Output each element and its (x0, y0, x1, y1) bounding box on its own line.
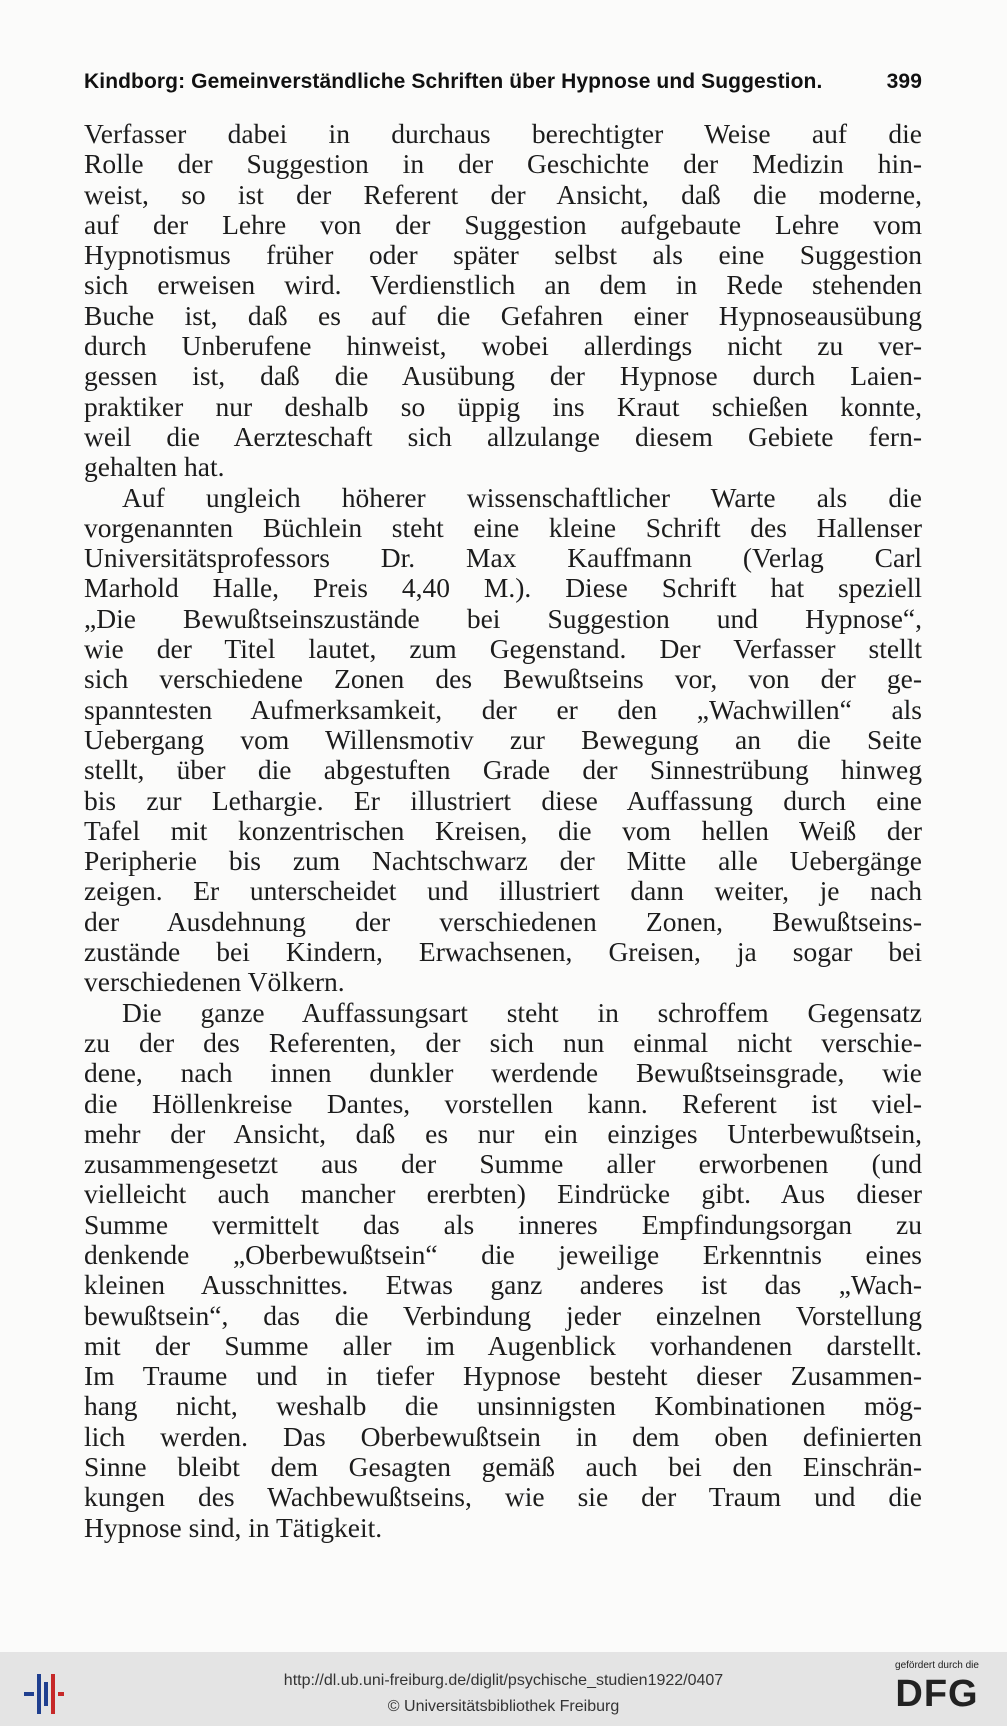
text-line: Rolle der Suggestion in der Geschichte der Medizin hin- (84, 148, 922, 180)
text-line: gessen ist, daß die Ausübung der Hypnose durch Laien- (84, 360, 922, 392)
text-line: kungen des Wachbewußtseins, wie sie der Traum und die (84, 1481, 922, 1513)
text-line: Hypnose sind, in Tätigkeit. (84, 1511, 383, 1543)
text-line: der Ausdehnung der verschiedenen Zonen, Bewußtseins- (84, 905, 922, 937)
text-line: denkende „Oberbewußtsein“ die jeweilige Erkenntnis eines (84, 1238, 922, 1270)
text-line: stellt, über die abgestuften Grade der Sinnestrübung hinweg (84, 754, 922, 786)
viewer-footer (0, 1652, 1007, 1726)
text-line: zustände bei Kindern, Erwachsenen, Greisen, ja sogar bei (84, 936, 922, 968)
text-line: praktiker nur deshalb so üppig ins Kraut schießen konnte, (84, 390, 922, 422)
text-line: Tafel mit konzentrischen Kreisen, die vom hellen Weiß der (84, 814, 922, 846)
text-line: mit der Summe aller im Augenblick vorhandenen darstellt. (84, 1329, 922, 1361)
text-line: vorgenannten Büchlein steht eine kleine Schrift des Hallenser (84, 511, 922, 543)
text-line: weil die Aerzteschaft sich allzulange diesem Gebiete fern- (84, 420, 922, 452)
text-line: „Die Bewußtseinszustände bei Suggestion und Hypnose“, (84, 602, 922, 634)
text-line: lich werden. Das Oberbewußtsein in dem oben definierten (84, 1420, 922, 1452)
text-line: Buche ist, daß es auf die Gefahren einer Hypnoseausübung (84, 299, 922, 331)
text-line: sich erweisen wird. Verdienstlich an dem in Rede stehenden (84, 269, 922, 301)
text-line: Universitätsprofessors Dr. Max Kauffmann (Verlag Carl (84, 542, 922, 574)
dfg-logo (881, 1660, 993, 1720)
text-line: die Höllenkreise Dantes, vorstellen kann. Referent ist viel- (84, 1087, 922, 1119)
text-line: Marhold Halle, Preis 4,40 M.). Diese Schrift hat speziell (84, 572, 922, 604)
text-line: zu der des Referenten, der sich nun einmal nicht verschie- (84, 1026, 922, 1058)
text-line: bewußtsein“, das die Verbindung jeder einzelnen Vorstellung (84, 1299, 922, 1331)
body-text (84, 119, 922, 1543)
text-line: dene, nach innen dunkler werdende Bewußtseinsgrade, wie (84, 1057, 922, 1089)
text-line: Summe vermittelt das als inneres Empfindungsorgan zu (84, 1208, 922, 1240)
text-line: Im Traume und in tiefer Hypnose besteht dieser Zusammen- (84, 1360, 922, 1392)
text-line: spanntesten Aufmerksamkeit, der er den „Wachwillen“ als (84, 693, 922, 725)
text-line: sich verschiedene Zonen des Bewußtseins vor, von der ge- (84, 663, 922, 695)
text-line: mehr der Ansicht, daß es nur ein einziges Unterbewußtsein, (84, 1117, 922, 1149)
text-line: weist, so ist der Referent der Ansicht, daß die moderne, (84, 178, 922, 210)
page-number: 399 (886, 70, 922, 93)
text-line: kleinen Ausschnittes. Etwas ganz anderes ist das „Wach- (84, 1269, 922, 1301)
running-title: Kindborg: Gemeinverständliche Schriften über Hypnose und Suggestion. (84, 70, 823, 93)
text-line: Peripherie bis zum Nachtschwarz der Mitte alle Uebergänge (84, 845, 922, 877)
permalink[interactable]: http://dl.ub.uni-freiburg.de/diglit/psychische_studien1922/0407 (283, 1672, 724, 1689)
copyright-notice: © Universitätsbibliothek Freiburg (387, 1698, 620, 1715)
text-line: zeigen. Er unterscheidet und illustriert dann weiter, je nach (84, 875, 922, 907)
text-line: verschiedenen Völkern. (84, 966, 345, 998)
text-line: Uebergang vom Willensmotiv zur Bewegung an die Seite (84, 723, 922, 755)
running-header (84, 70, 922, 94)
text-line: gehalten hat. (84, 451, 225, 483)
text-line: bis zur Lethargie. Er illustriert diese Auffassung durch eine (84, 784, 922, 816)
text-line: vielleicht auch mancher ererbten) Eindrücke gibt. Aus dieser (84, 1178, 922, 1210)
text-line: Sinne bleibt dem Gesagten gemäß auch bei den Einschrän- (84, 1451, 922, 1483)
text-line: wie der Titel lautet, zum Gegenstand. Der Verfasser stellt (84, 633, 922, 665)
text-line: zusammengesetzt aus der Summe aller erworbenen (und (84, 1148, 922, 1180)
dfg-wordmark: DFG (895, 1673, 979, 1715)
text-line: Hypnotismus früher oder später selbst als eine Suggestion (84, 239, 922, 271)
text-line: durch Unberufene hinweist, wobei allerdings nicht zu ver- (84, 330, 922, 362)
text-line: Verfasser dabei in durchaus berechtigter Weise auf die (84, 118, 922, 149)
text-line: Auf ungleich höherer wissenschaftlicher Warte als die (122, 481, 922, 513)
funding-note: gefördert durch die (895, 1660, 979, 1671)
text-line: hang nicht, weshalb die unsinnigsten Kombinationen mög- (84, 1390, 922, 1422)
text-line: Die ganze Auffassungsart steht in schroffem Gegensatz (122, 996, 922, 1028)
text-line: auf der Lehre von der Suggestion aufgebaute Lehre vom (84, 208, 922, 240)
